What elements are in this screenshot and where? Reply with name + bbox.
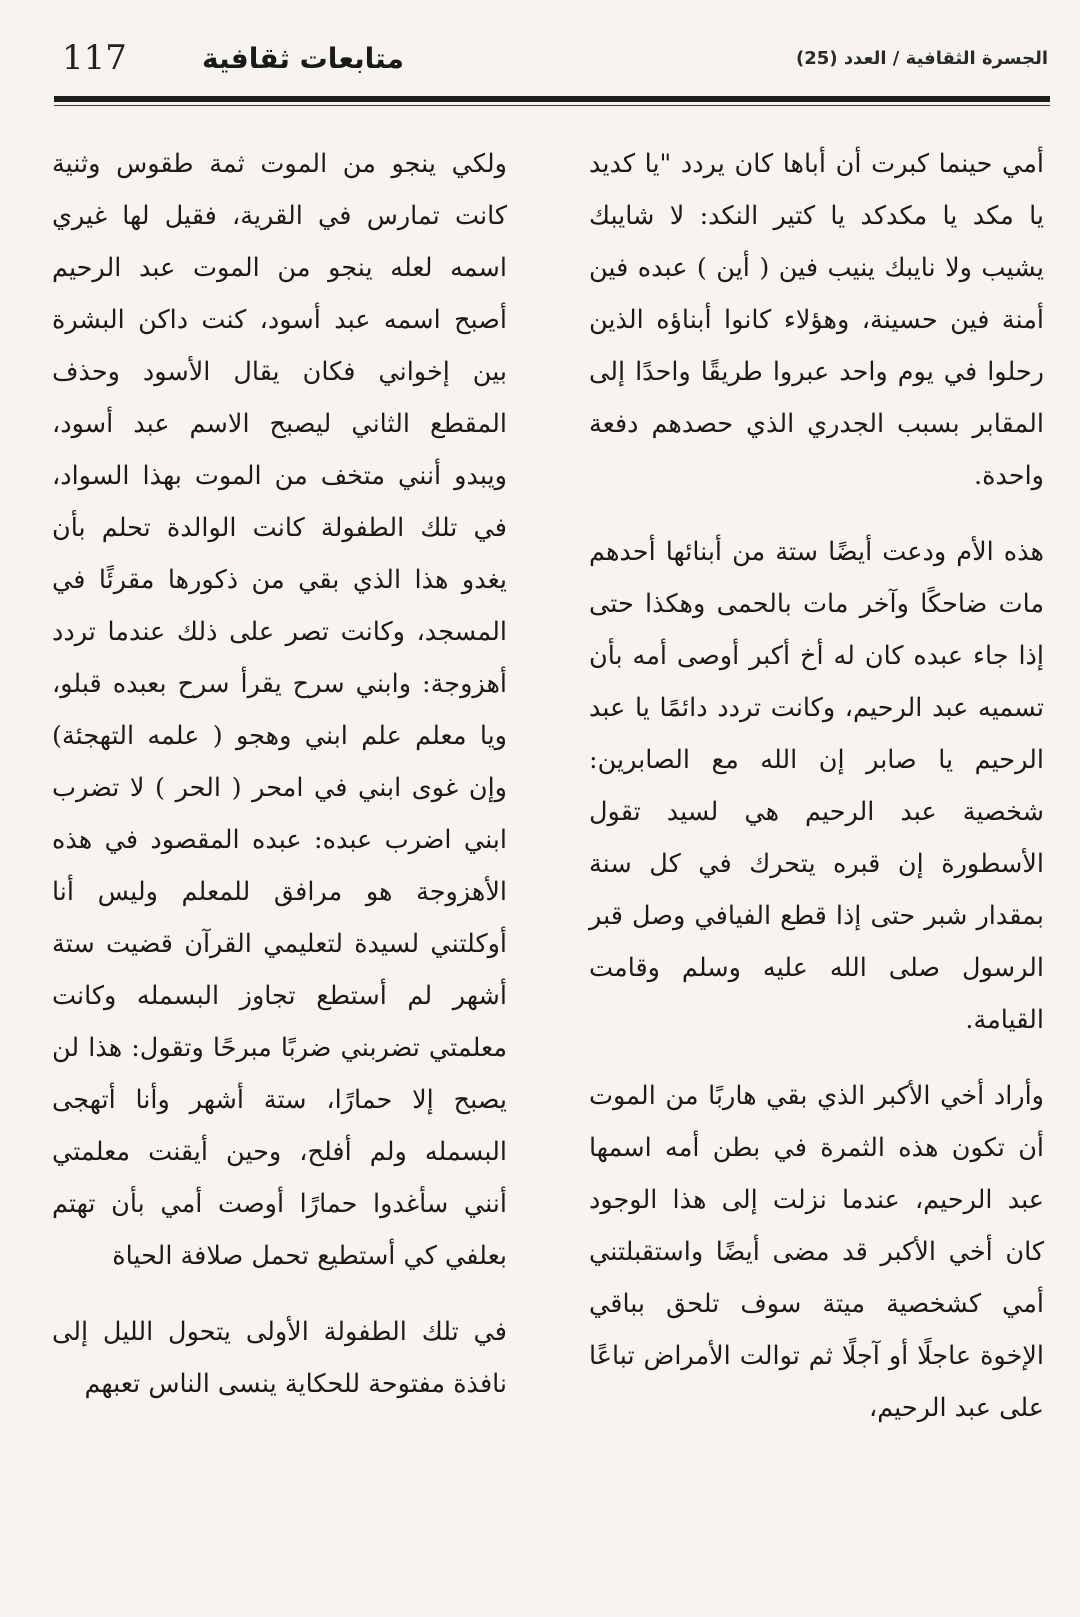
paragraph: هذه الأم ودعت أيضًا ستة من أبنائها أحدهم مات ضاحكًا وآخر مات بالحمى وهكذا حتى إذا جاء عبده كان له أخ أكبر أوصى أمه بأن تسميه عبد الرحيم، وكانت تردد دائمًا يا عبد الرحيم يا صابر إن الله مع الصابرين: شخصية عبد الرحيم هي لسيد تقول الأسطورة إن قبره يتحرك في كل سنة بمقدار شبر حتى إذا قطع الفيافي وصل قبر الرسول صلى الله عليه وسلم وقامت القيامة. — [589, 537, 1044, 1035]
right-column — [589, 138, 1044, 1434]
header-rule-thick — [54, 96, 1050, 102]
page-number: 117 — [62, 38, 127, 78]
section-title: متابعات ثقافية — [202, 42, 404, 75]
paragraph: في تلك الطفولة الأولى يتحول الليل إلى نافذة مفتوحة للحكاية ينسى الناس تعبهم — [52, 1317, 507, 1399]
header-rule-thin — [54, 105, 1050, 106]
journal-issue: الجسرة الثقافية / العدد (25) — [796, 48, 1048, 69]
paragraph: وأراد أخي الأكبر الذي بقي هاربًا من الموت أن تكون هذه الثمرة في بطن أمه اسمها عبد الرحيم، عندما نزلت إلى هذا الوجود كان أخي الأكبر قد مضى أيضًا واستقبلتني أمي كشخصية ميتة سوف تلحق بباقي الإخوة عاجلًا أو آجلًا ثم توالت الأمراض تباعًا على عبد الرحيم، — [589, 1081, 1044, 1423]
paragraph: أمي حينما كبرت أن أباها كان يردد "يا كديد يا مكد يا مكدكد يا كتير النكد: لا شايبك يشيب ولا نايبك ينيب فين ( أين ) عبده فين أمنة فين حسينة، وهؤلاء كانوا أبناؤه الذين رحلوا في يوم واحد عبروا طريقًا واحدًا إلى المقابر بسبب الجدري الذي حصدهم دفعة واحدة. — [589, 149, 1044, 491]
left-column — [52, 138, 507, 1410]
paragraph: ولكي ينجو من الموت ثمة طقوس وثنية كانت تمارس في القرية، فقيل لها غيري اسمه لعله ينجو من الموت عبد الرحيم أصبح اسمه عبد أسود، كنت داكن البشرة بين إخواني فكان يقال الأسود وحذف المقطع الثاني ليصبح الاسم عبد أسود، ويبدو أنني متخف من الموت بهذا السواد، في تلك الطفولة كانت الوالدة تحلم بأن يغدو هذا الذي بقي من ذكورها مقرئًا في المسجد، وكانت تصر على ذلك عندما تردد أهزوجة: وابني سرح يقرأ سرح بعبده قبلو، ويا معلم علم ابني وهجو ( علمه التهجئة) وإن غوى ابني في امحر ( الحر ) لا تضرب ابني اضرب عبده: عبده المقصود في هذه الأهزوجة هو مرافق للمعلم وليس أنا أوكلتني لسيدة لتعليمي القرآن قضيت ستة أشهر لم أستطع تجاوز البسمله وكانت معلمتي تضربني ضربًا مبرحًا وتقول: هذا لن يصبح إلا حمارًا، ستة أشهر وأنا أتهجى البسمله ولم أفلح، وحين أيقنت معلمتي أنني سأغدوا حمارًا أوصت أمي بأن تهتم بعلفي كي أستطيع تحمل صلافة الحياة — [52, 149, 507, 1271]
page-header — [52, 34, 1048, 90]
